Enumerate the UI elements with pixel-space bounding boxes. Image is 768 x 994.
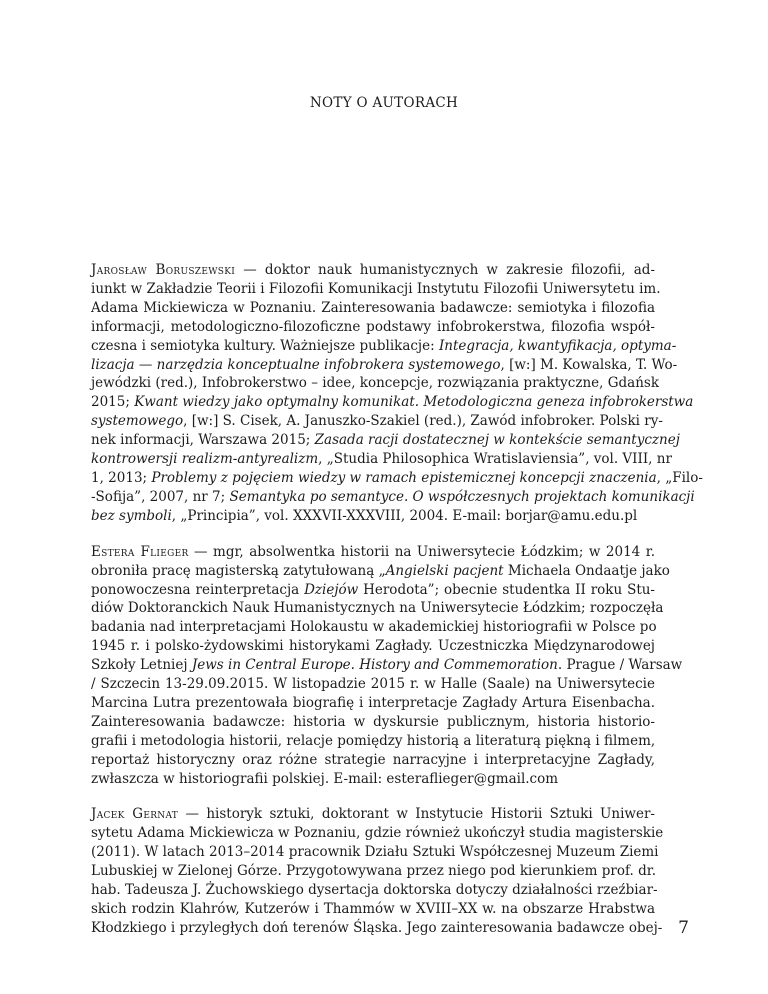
text-line — [91, 318, 655, 337]
text-segment: , [w:] S. Cisek, A. Januszko-Szakiel (red.), Zawód infobroker. Polski ry- — [183, 413, 663, 430]
text-line — [91, 374, 660, 393]
text-line — [91, 562, 670, 581]
text-segment: czesna i semiotyka kultury. Ważniejsze publikacje: — [91, 337, 439, 354]
text-line — [91, 393, 694, 412]
text-segment: Adama Mickiewicza w Poznaniu. Zainteresowania badawcze: semiotyka i filozofia — [91, 299, 655, 316]
text-line — [91, 919, 663, 938]
text-segment: Szkoły Letniej — [91, 657, 192, 674]
text-line — [91, 337, 677, 356]
text-segment: , „Studia Philosophica Wratislaviensia”, vol. VIII, nr — [318, 451, 672, 468]
italic-title: Kwant wiedzy jako optymalny komunikat. Metodologiczna geneza infobrokerstwa — [134, 394, 694, 411]
text-segment: 1, 2013; — [91, 469, 152, 486]
text-segment: , „Principia”, vol. XXXVII-XXXVIII, 2004. E-mail: borjar@amu.edu.pl — [171, 507, 638, 524]
text-line — [91, 824, 664, 843]
author-entry — [91, 805, 664, 937]
text-line — [91, 637, 655, 656]
text-line — [91, 543, 655, 562]
text-segment: (2011). W latach 2013–2014 pracownik Działu Sztuki Współczesnej Muzeum Ziemi — [91, 844, 659, 861]
text-segment: -Sofija”, 2007, nr 7; — [91, 488, 230, 505]
text-line — [91, 469, 703, 488]
text-segment: Zainteresowania badawcze: historia w dyskursie publicznym, historia historio- — [91, 713, 655, 730]
text-line — [91, 770, 655, 789]
text-segment: reportaż historyczny oraz różne strategie narracyjne i interpretacyjne Zagłady, — [91, 751, 655, 768]
text-segment: zwłaszcza w historiografii polskiej. E-mail: esteraflieger@gmail.com — [91, 770, 559, 787]
text-line — [91, 599, 664, 618]
italic-title: Dziejów — [304, 581, 359, 598]
author-entry — [91, 543, 683, 789]
text-line — [91, 751, 655, 770]
text-segment: sytetu Adama Mickiewicza w Poznaniu, gdzie również ukończył studia magisterskie — [91, 825, 664, 842]
italic-title: Problemy z pojęciem wiedzy w ramach epistemicznej koncepcji znaczenia — [151, 469, 657, 486]
text-segment: badania nad interpretacjami Holokaustu w akademickiej historiografii w Polsce po — [91, 619, 657, 636]
text-line — [91, 694, 655, 713]
italic-title: Zasada racji dostatecznej w kontekście semantycznej — [314, 432, 680, 449]
text-segment: Marcina Lutra prezentowała biografię i interpretacje Zagłady Artura Eisenbacha. — [91, 694, 655, 711]
text-line — [91, 450, 672, 469]
text-line — [91, 862, 655, 881]
text-line — [91, 488, 695, 507]
text-segment: informacji, metodologiczno-filozoficzne podstawy infobrokerstwa, filozofia współ- — [91, 318, 655, 335]
text-line — [91, 900, 655, 919]
text-segment: , [w:] M. Kowalska, T. Wo- — [500, 356, 678, 373]
page-heading: NOTY O AUTORACH — [309, 95, 459, 111]
italic-title: systemowego — [91, 413, 184, 430]
text-line — [91, 280, 661, 299]
text-line — [91, 713, 655, 732]
text-segment: iunkt w Zakładzie Teorii i Filozofii Komunikacji Instytutu Filozofii Uniwersytetu im. — [91, 280, 661, 297]
text-segment: Kłodzkiego i przyległych doń terenów Śląska. Jego zainteresowania badawcze obej- — [91, 919, 663, 936]
italic-title: Angielski pacjent — [385, 562, 504, 579]
text-line — [91, 581, 655, 600]
text-line — [91, 261, 655, 280]
text-line — [91, 675, 655, 694]
text-segment: 2015; — [91, 394, 135, 411]
author-name: Jacek Gernat — [91, 806, 179, 823]
author-entry — [91, 261, 703, 526]
italic-title: Jews in Central Europe. History and Commemoration — [191, 657, 558, 674]
text-segment: Lubuskiej w Zielonej Górze. Przygotowywana przez niego pod kierunkiem prof. dr. — [91, 863, 656, 880]
text-segment: ponowoczesna reinterpretacja — [91, 581, 305, 598]
text-segment: . Prague / Warsaw — [557, 657, 683, 674]
text-segment: / Szczecin 13-29.09.2015. W listopadzie 2015 r. w Halle (Saale) na Uniwersytecie — [91, 676, 655, 693]
italic-title: kontrowersji realizm-antyrealizm — [91, 451, 319, 468]
text-segment: Herodota”; obecnie studentka II roku Stu- — [358, 581, 655, 598]
text-segment: 1945 r. i polsko-żydowskimi historykami Zagłady. Uczestniczka Międzynarodowej — [91, 638, 655, 655]
text-line — [91, 299, 655, 318]
text-segment: Michaela Ondaatje jako — [503, 562, 670, 579]
entry-separator — [91, 788, 655, 805]
author-notes — [91, 261, 703, 938]
text-line — [91, 356, 678, 375]
text-segment: grafii i metodologia historii, relacje pomiędzy historią a literaturą piękną i filmem, — [91, 732, 656, 749]
entry-separator — [91, 526, 655, 543]
text-line — [91, 431, 680, 450]
text-segment: skich rodzin Klahrów, Kutzerów i Thammów w XVIII–XX w. na obszarze Hrabstwa — [91, 901, 655, 917]
italic-title: Integracja, kwantyfikacja, optyma- — [438, 337, 677, 354]
text-line — [91, 732, 655, 751]
italic-title: lizacja — narzędzia konceptualne infobrokera systemowego — [91, 356, 501, 373]
text-line — [91, 805, 655, 824]
text-segment: , „Filo- — [656, 469, 703, 486]
text-segment: diów Doktoranckich Nauk Humanistycznych na Uniwersytecie Łódzkim; rozpoczęła — [91, 600, 664, 617]
text-segment: hab. Tadeusza J. Żuchowskiego dysertacja doktorska dotyczy działalności rzeźbiar- — [91, 882, 658, 899]
text-segment: — mgr, absolwentka historii na Uniwersytecie Łódzkim; w 2014 r. — [188, 543, 655, 560]
author-name: Estera Flieger — [91, 543, 189, 560]
text-segment: nek informacji, Warszawa 2015; — [91, 432, 315, 449]
text-line — [91, 843, 659, 862]
author-name: Jarosław Boruszewski — [91, 262, 236, 278]
text-line — [91, 881, 658, 900]
italic-title: Semantyka po semantyce. O współczesnych projektach komunikacji — [229, 488, 695, 505]
text-segment: jewódzki (red.), Infobrokerstwo – idee, koncepcje, rozwiązania praktyczne, Gdańsk — [91, 375, 660, 392]
italic-title: bez symboli — [91, 507, 172, 524]
text-line — [91, 618, 655, 637]
text-line — [91, 656, 683, 675]
text-line — [91, 507, 655, 526]
text-line — [91, 412, 663, 431]
text-segment: obroniła pracę magisterską zatytułowaną „ — [91, 562, 386, 579]
text-segment: — historyk sztuki, doktorant w Instytucie Historii Sztuki Uniwer- — [178, 806, 655, 823]
page-number: 7 — [678, 918, 689, 938]
text-segment: — doktor nauk humanistycznych w zakresie filozofii, ad- — [235, 262, 656, 278]
